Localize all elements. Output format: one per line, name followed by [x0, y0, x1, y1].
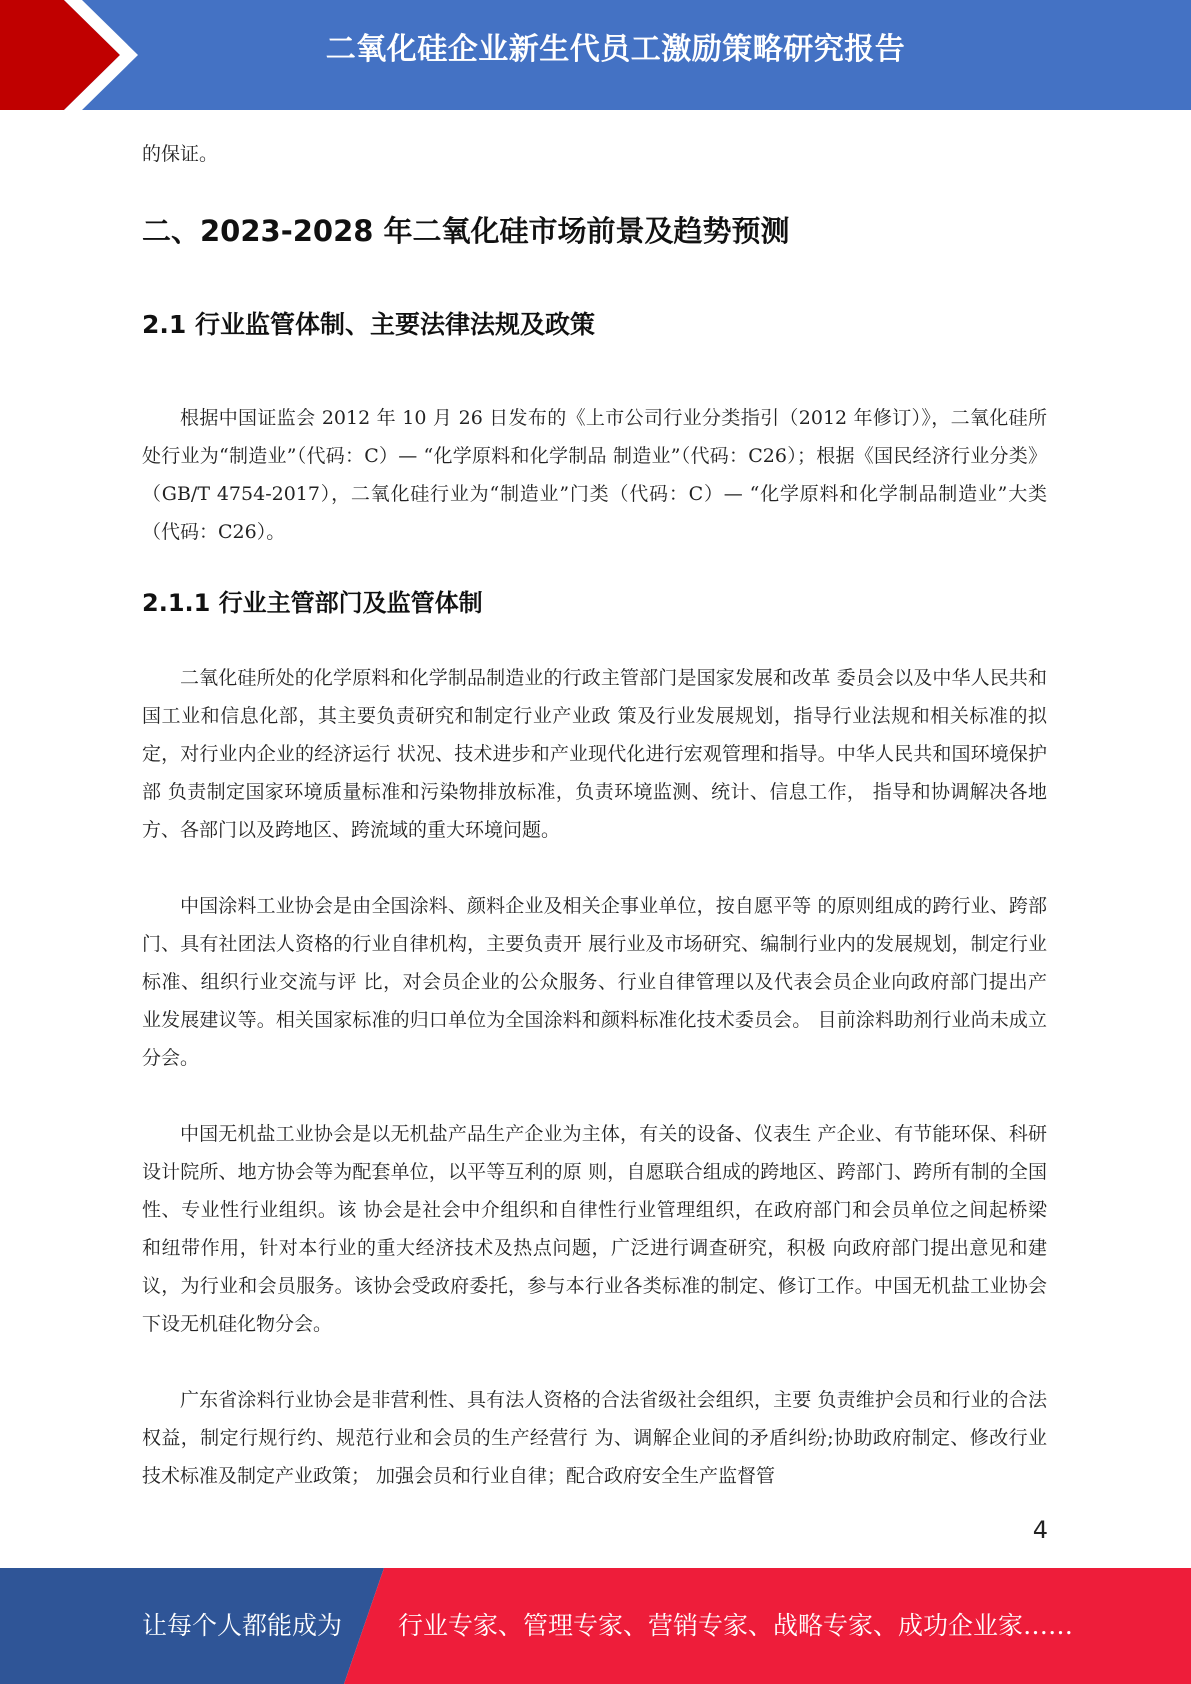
regulator-paragraph: 二氧化硅所处的化学原料和化学制品制造业的行政主管部门是国家发展和改革 委员会以及中华人民共和国工业和信息化部，其主要负责研究和制定行业产业政 策及行业发展规划，指导行业法规和相关标准的拟定，对行业内企业的经济运行 状况、技术进步和产业现代化进行宏观管理和指导。中华人民共和国环境保护部 负责制定国家环境质量标准和污染物排放标准，负责环境监测、统计、信息工作， 指导和协调解决各地方、各部门以及跨地区、跨流域的重大环境问题。 [142, 667, 1047, 841]
subsubsection-heading: 2.1.1 行业主管部门及监管体制 [142, 589, 483, 617]
classification-paragraph: 根据中国证监会 2012 年 10 月 26 日发布的《上市公司行业分类指引（2012 年修订）》，二氧化硅所处行业为“制造业”（代码：C）— “化学原料和化学制品 制造业”（代码：C26）；根据《国民经济行业分类》（GB/T 4754-2017），二氧化硅行业为“制造业”门类（代码：C）— “化学原料和化学制品制造业”大类（代码：C26）。 [142, 407, 1047, 543]
section-heading: 二、2023-2028 年二氧化硅市场前景及趋势预测 [142, 214, 790, 248]
page-content [142, 120, 1047, 1495]
footer-slogan-right: 行业专家、管理专家、营销专家、战略专家、成功企业家…… [398, 1611, 1074, 1640]
report-title: 二氧化硅企业新生代员工激励策略研究报告 [325, 32, 906, 67]
page-header [0, 0, 1191, 110]
subsection-heading: 2.1 行业监管体制、主要法律法规及政策 [142, 310, 595, 339]
page-number: 4 [1032, 1516, 1048, 1544]
guangdong-association-paragraph: 广东省涂料行业协会是非营利性、具有法人资格的合法省级社会组织，主要 负责维护会员和行业的合法权益，制定行规行约、规范行业和会员的生产经营行 为、调解企业间的矛盾纠纷;协助政府制定、修改行业技术标准及制定产业政策； 加强会员和行业自律；配合政府安全生产监督管 [142, 1389, 1047, 1487]
page-footer [0, 1568, 1191, 1684]
coatings-association-paragraph: 中国涂料工业协会是由全国涂料、颜料企业及相关企事业单位，按自愿平等 的原则组成的跨行业、跨部门、具有社团法人资格的行业自律机构，主要负责开 展行业及市场研究、编制行业内的发展规划，制定行业标准、组织行业交流与评 比，对会员企业的公众服务、行业自律管理以及代表会员企业向政府部门提出产 业发展建议等。相关国家标准的归口单位为全国涂料和颜料标准化技术委员会。 目前涂料助剂行业尚未成立分会。 [142, 895, 1047, 1069]
footer-slogan-left: 让每个人都能成为 [142, 1611, 343, 1640]
inorganic-salt-association-paragraph: 中国无机盐工业协会是以无机盐产品生产企业为主体，有关的设备、仪表生 产企业、有节能环保、科研设计院所、地方协会等为配套单位，以平等互利的原 则，自愿联合组成的跨地区、跨部门、跨所有制的全国性、专业性行业组织。该 协会是社会中介组织和自律性行业管理组织，在政府部门和会员单位之间起桥梁 和纽带作用，针对本行业的重大经济技术及热点问题，广泛进行调查研究，积极 向政府部门提出意见和建议，为行业和会员服务。该协会受政府委托，参与本行业各类标准的制定、修订工作。中国无机盐工业协会下设无机硅化物分会。 [142, 1123, 1047, 1335]
continued-text: 的保证。 [142, 143, 219, 165]
